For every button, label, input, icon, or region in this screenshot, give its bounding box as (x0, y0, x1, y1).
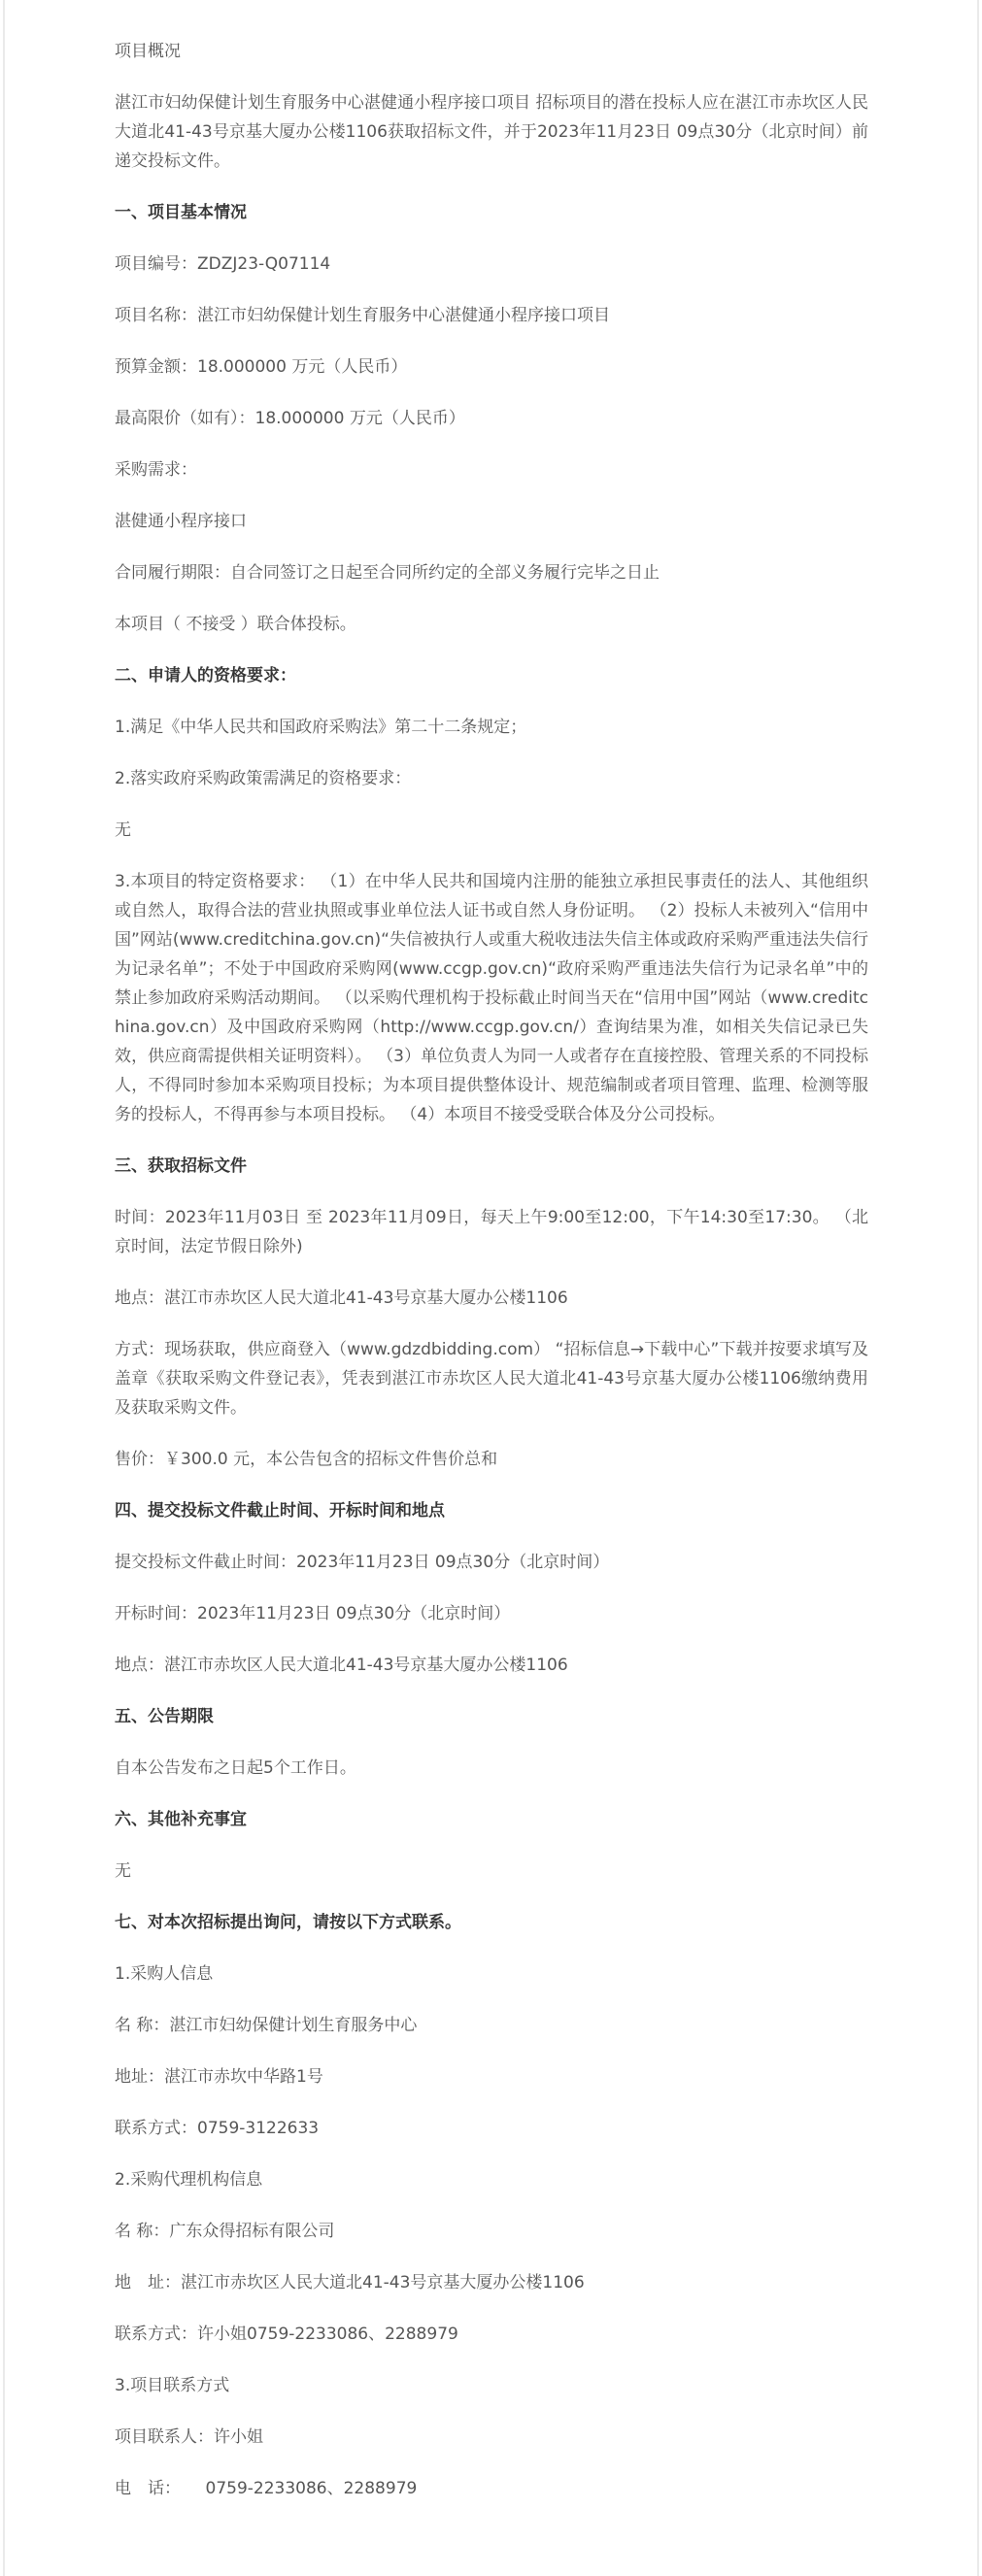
section-basic-info (115, 198, 868, 639)
procurement-demand-value: 湛健通小程序接口 (115, 512, 247, 531)
project-name: 项目名称：湛江市妇幼保健计划生育服务中心湛健通小程序接口项目 (115, 306, 610, 325)
project-contact-phone: 电 话： 0759-2233086、2288979 (115, 2479, 418, 2498)
section-contacts-heading: 七、对本次招标提出询问，请按以下方式联系。 (115, 1913, 461, 1932)
agency-info-label: 2.采购代理机构信息 (115, 2170, 263, 2190)
bid-opening-location: 地点：湛江市赤坎区人民大道北41-43号京基大厦办公楼1106 (115, 1656, 568, 1675)
qualification-item-2: 2.落实政府采购政策需满足的资格要求： (115, 769, 412, 788)
overview-text: 湛江市妇幼保健计划生育服务中心湛健通小程序接口项目 招标项目的潜在投标人应在湛江市赤坎区人民大道北41-43号京基大厦办公楼1106获取招标文件，并于2023年11月23日 09点30分（北京时间）前递交投标文件。 (115, 93, 868, 171)
purchaser-info-label: 1.采购人信息 (115, 1964, 214, 1984)
section-bid-submission (115, 1496, 868, 1680)
contract-performance-period: 合同履行期限：自合同签订之日起至合同所约定的全部义务履行完毕之日止 (115, 563, 660, 583)
document-price: 售价：￥300.0 元，本公告包含的招标文件售价总和 (115, 1450, 498, 1469)
overview-title: 项目概况 (115, 42, 181, 61)
qualification-item-1: 1.满足《中华人民共和国政府采购法》第二十二条规定； (115, 718, 527, 737)
purchaser-name: 名 称：湛江市妇幼保健计划生育服务中心 (115, 2016, 418, 2035)
section-obtain-documents-heading: 三、获取招标文件 (115, 1156, 247, 1176)
budget-amount: 预算金额：18.000000 万元（人民币） (115, 357, 408, 377)
section-contacts (115, 1908, 868, 2503)
project-contact-label: 3.项目联系方式 (115, 2376, 230, 2395)
qualification-item-3: 3.本项目的特定资格要求： （1）在中华人民共和国境内注册的能独立承担民事责任的法人、其他组织或自然人，取得合法的营业执照或事业单位法人证书或自然人身份证明。 （2）投标人未被列入“信用中国”网站(www.creditchina.gov.cn)“失信被执行人或重大税收违法失信主体或政府采购严重违法失信行为记录名单”；不处于中国政府采购网(www.ccgp.gov.cn)“政府采购严重违法失信行为记录名单”中的禁止参加政府采购活动期间。 （以采购代理机构于投标截止时间当天在“信用中国”网站（www.creditchina.gov.cn）及中国政府采购网（http://www.ccgp.gov.cn/）查询结果为准，如相关失信记录已失效，供应商需提供相关证明资料）。 （3）单位负责人为同一人或者存在直接控股、管理关系的不同投标人，不得同时参加本采购项目投标；为本项目提供整体设计、规范编制或者项目管理、监理、检测等服务的投标人，不得再参与本项目投标。 （4）本项目不接受受联合体及分公司投标。 (115, 872, 868, 1124)
announcement-period-value: 自本公告发布之日起5个工作日。 (115, 1758, 356, 1778)
agency-address: 地 址：湛江市赤坎区人民大道北41-43号京基大厦办公楼1106 (115, 2273, 585, 2292)
bid-opening-time: 开标时间：2023年11月23日 09点30分（北京时间） (115, 1604, 511, 1623)
section-other-matters-heading: 六、其他补充事宜 (115, 1810, 247, 1829)
qualification-item-2-value: 无 (115, 820, 131, 840)
project-contact-person: 项目联系人：许小姐 (115, 2427, 263, 2447)
agency-contact: 联系方式：许小姐0759-2233086、2288979 (115, 2325, 458, 2344)
obtain-method: 方式：现场获取，供应商登入（www.gdzdbidding.com） “招标信息→下载中心”下载并按要求填写及盖章《获取采购文件登记表》，凭表到湛江市赤坎区人民大道北41-43号京基大厦办公楼1106缴纳费用及获取采购文件。 (115, 1340, 868, 1418)
section-applicant-qualifications (115, 661, 868, 1129)
section-bid-submission-heading: 四、提交投标文件截止时间、开标时间和地点 (115, 1501, 445, 1521)
announcement-body (3, 0, 979, 2576)
section-basic-info-heading: 一、项目基本情况 (115, 203, 247, 222)
obtain-time: 时间：2023年11月03日 至 2023年11月09日，每天上午9:00至12:00，下午14:30至17:30。 （北京时间，法定节假日除外) (115, 1208, 868, 1256)
agency-name: 名 称：广东众得招标有限公司 (115, 2222, 335, 2241)
section-obtain-documents (115, 1152, 868, 1474)
procurement-demand-label: 采购需求： (115, 460, 197, 480)
purchaser-address: 地址：湛江市赤坎中华路1号 (115, 2067, 323, 2087)
purchaser-contact: 联系方式：0759-3122633 (115, 2119, 320, 2138)
project-number: 项目编号：ZDZJ23-Q07114 (115, 254, 331, 274)
other-matters-value: 无 (115, 1861, 131, 1881)
max-price-limit: 最高限价（如有）：18.000000 万元（人民币） (115, 409, 465, 428)
submission-deadline: 提交投标文件截止时间：2023年11月23日 09点30分（北京时间） (115, 1553, 610, 1572)
section-applicant-qualifications-heading: 二、申请人的资格要求： (115, 666, 296, 686)
obtain-location: 地点：湛江市赤坎区人民大道北41-43号京基大厦办公楼1106 (115, 1288, 568, 1308)
section-other-matters (115, 1805, 868, 1886)
consortium-bid-note: 本项目（ 不接受 ）联合体投标。 (115, 615, 356, 634)
section-announcement-period (115, 1702, 868, 1783)
section-announcement-period-heading: 五、公告期限 (115, 1707, 214, 1726)
